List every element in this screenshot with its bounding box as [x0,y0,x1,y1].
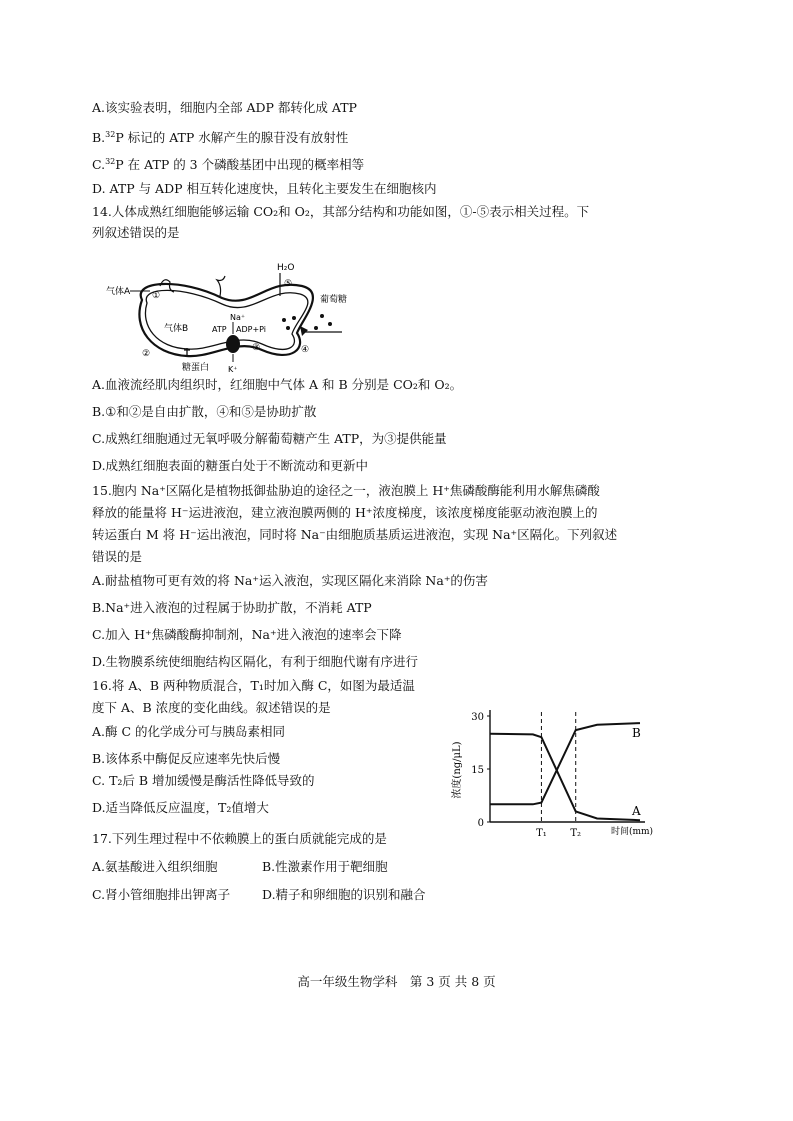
y-tick-label: 0 [477,818,484,829]
q14-option-d: D.成熟红细胞表面的糖蛋白处于不断流动和更新中 [92,458,369,473]
chart-x-axis-label: 时间(mm) [610,827,654,837]
y-tick-label: 30 [471,712,484,723]
q15-stem-line2: 释放的能量将 H⁻运进液泡，建立液泡膜两侧的 H⁺浓度梯度，该浓度梯度能驱动液泡膜上的 [92,505,598,520]
q17-option-b: B.性激素作用于靶细胞 [262,859,388,874]
q15-stem-line1: 15.胞内 Na⁺区隔化是植物抵御盐胁迫的途径之一，液泡膜上 H⁺焦磷酸酶能利用水解焦磷酸 [92,483,600,498]
chart-y-axis-label: 浓度(ng/μL) [452,741,463,799]
q15-option-d: D.生物膜系统使细胞结构区隔化，有利于细胞代谢有序进行 [92,654,419,669]
num-3: ③ [252,343,261,353]
series-line-b [490,723,640,804]
series-label-a: A [632,804,641,819]
series-line-a [490,734,640,821]
atp-label: ATP [212,325,227,334]
q16-option-b: B.该体系中酶促反应速率先快后慢 [92,751,281,766]
na-label: Na⁺ [230,313,246,322]
q17-stem: 17.下列生理过程中不依赖膜上的蛋白质就能完成的是 [92,831,387,846]
q13-option-c: C.$^{32}$P 在 ATP 的 3 个磷酸基团中出现的概率相等 [92,157,365,172]
q13-option-a: A.该实验表明，细胞内全部 ADP 都转化成 ATP [92,100,357,115]
q15-option-a: A.耐盐植物可更有效的将 Na⁺运入液泡，实现区隔化来消除 Na⁺的伤害 [92,573,488,588]
q16-option-c: C. T₂后 B 增加缓慢是酶活性降低导致的 [92,773,315,788]
q14-option-a: A.血液流经肌肉组织时，红细胞中气体 A 和 B 分别是 CO₂和 O₂。 [92,377,463,392]
page-footer: 高一年级生物学科 第 3 页 共 8 页 [297,974,496,989]
q13-option-d: D. ATP 与 ADP 相互转化速度快，且转化主要发生在细胞核内 [92,181,437,196]
y-tick-label: 15 [471,765,484,776]
q13-option-b: B.$^{32}$P 标记的 ATP 水解产生的腺苷没有放射性 [92,130,349,145]
q16-option-d: D.适当降低反应温度，T₂值增大 [92,800,269,815]
num-1: ① [152,291,161,301]
q16-stem-line2: 度下 A、B 浓度的变化曲线。叙述错误的是 [92,700,331,715]
k-label: K⁺ [228,365,238,374]
q15-stem-line4: 错误的是 [92,549,143,564]
q14-stem-line2: 列叙述错误的是 [92,225,180,240]
series-label-b: B [632,726,641,741]
glycoprotein-label: 糖蛋白 [182,363,210,373]
q17-option-d: D.精子和卵细胞的识别和融合 [262,887,426,902]
q15-option-c: C.加入 H⁺焦磷酸酶抑制剂，Na⁺进入液泡的速率会下降 [92,627,402,642]
q15-option-b: B.Na⁺进入液泡的过程属于协助扩散，不消耗 ATP [92,600,372,615]
num-5: ⑤ [284,279,293,289]
q17-option-a: A.氨基酸进入组织细胞 [92,859,218,874]
gas-a-label: 气体A [106,287,131,297]
q14-option-b: B.①和②是自由扩散，④和⑤是协助扩散 [92,404,317,419]
num-4: ④ [301,345,310,355]
num-2: ② [142,349,151,359]
q14-stem-line1: 14.人体成熟红细胞能够运输 CO₂和 O₂，其部分结构和功能如图，①-⑤表示相关过程。下 [92,204,590,219]
water-label: H₂O [277,263,295,273]
red-blood-cell-diagram [102,258,362,378]
adp-label: ADP+Pi [236,325,267,334]
x-tick-label: T₂ [570,828,582,839]
x-tick-label: T₁ [536,828,547,839]
q16-stem-line1: 16.将 A、B 两种物质混合，T₁时加入酶 C，如图为最适温 [92,678,415,693]
q15-stem-line3: 转运蛋白 M 将 H⁻运出液泡，同时将 Na⁻由细胞质基质运进液泡，实现 Na⁺区隔化。下列叙述 [92,527,618,542]
glucose-label: 葡萄糖 [320,295,348,305]
q16-option-a: A.酶 C 的化学成分可与胰岛素相同 [92,724,286,739]
q14-option-c: C.成熟红细胞通过无氧呼吸分解葡萄糖产生 ATP，为③提供能量 [92,431,447,446]
q17-option-c: C.肾小管细胞排出钾离子 [92,887,231,902]
concentration-chart [450,700,690,850]
gas-b-label: 气体B [164,324,189,334]
